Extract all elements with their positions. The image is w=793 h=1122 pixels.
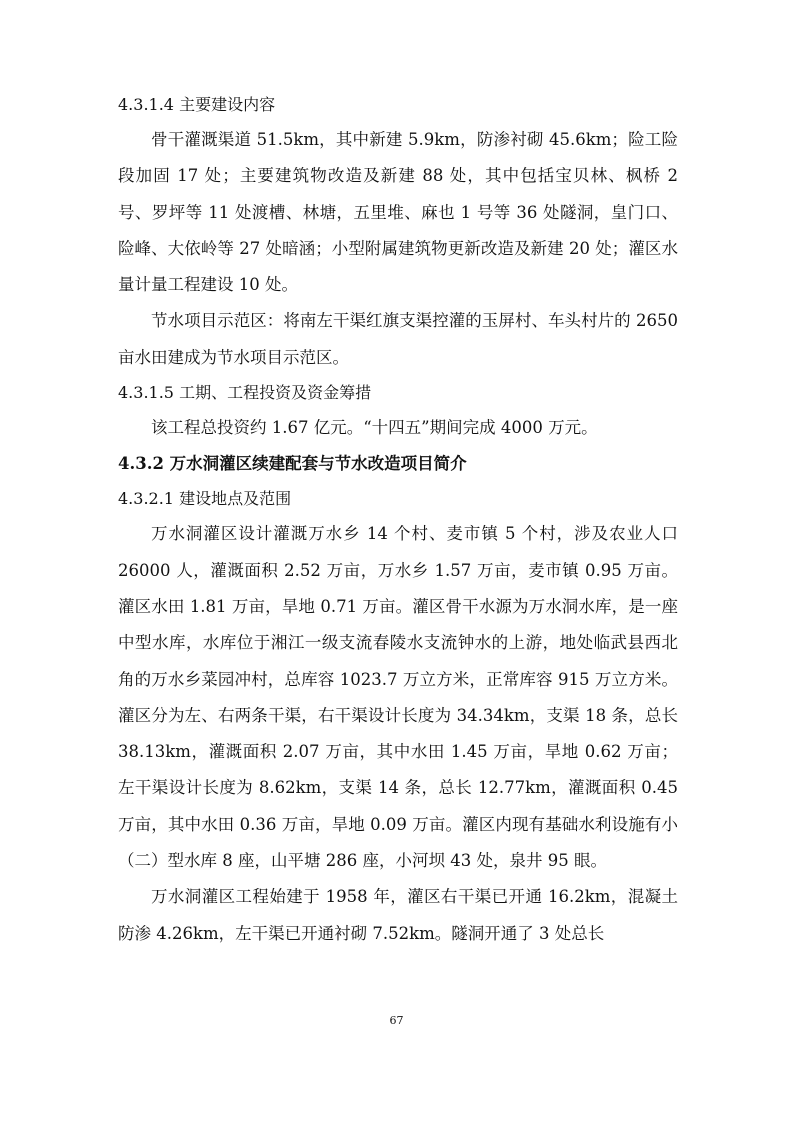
page-body <box>118 88 678 952</box>
paragraph-investment: 该工程总投资约 1.67 亿元。“十四五”期间完成 4000 万元。 <box>151 418 598 438</box>
paragraph-history: 万水洞灌区工程始建于 1958 年，灌区右干渠已开通 16.2km，混凝土防渗 4.26km，左干渠已开通衬砌 7.52km。隧洞开通了 3 处总长 <box>118 887 678 943</box>
section-heading-4-3-1-4: 4.3.1.4 主要建设内容 <box>118 95 276 114</box>
section-heading-4-3-2: 4.3.2 万水洞灌区续建配套与节水改造项目简介 <box>118 454 467 474</box>
section-heading-4-3-1-5: 4.3.1.5 工期、工程投资及资金筹措 <box>118 383 372 403</box>
page-number: 67 <box>389 1014 404 1027</box>
paragraph-demo-zone: 节水项目示范区：将南左干渠红旗支渠控灌的玉屏村、车头村片的 2650 亩水田建成为节水项目示范区。 <box>118 311 678 367</box>
paragraph-main-construction: 骨干灌溉渠道 51.5km，其中新建 5.9km，防渗衬砌 45.6km；险工险段加固 17 处；主要建筑物改造及新建 88 处，其中包括宝贝林、枫桥 2 号、罗坪等 11 处渡槽、林塘，五里堆、麻也 1 号等 36 处隧洞，皇门口、险峰、大依岭等 27 处暗涵；小型附属建筑物更新改造及新建 20 处；灌区水量计量工程建设 10 处。 <box>118 130 678 295</box>
section-heading-4-3-2-1: 4.3.2.1 建设地点及范围 <box>118 489 292 509</box>
paragraph-irrigation-scope: 万水洞灌区设计灌溉万水乡 14 个村、麦市镇 5 个村，涉及农业人口 26000 人，灌溉面积 2.52 万亩，万水乡 1.57 万亩，麦市镇 0.95 万亩。灌区水田 1.81 万亩，旱地 0.71 万亩。灌区骨干水源为万水洞水库，是一座中型水库，水库位于湘江一级支流春陵水支流钟水的上游，地处临武县西北角的万水乡菜园冲村，总库容 1023.7 万立方米，正常库容 915 万立方米。灌区分为左、右两条干渠，右干渠设计长度为 34.34km，支渠 18 条，总长 38.13km，灌溉面积 2.07 万亩，其中水田 1.45 万亩，旱地 0.62 万亩；左干渠设计长度为 8.62km，支渠 14 条，总长 12.77km，灌溉面积 0.45 万亩，其中水田 0.36 万亩，旱地 0.09 万亩。灌区内现有基础水利设施有小（二）型水库 8 座，山平塘 286 座，小河坝 43 处，泉井 95 眼。 <box>118 524 678 871</box>
